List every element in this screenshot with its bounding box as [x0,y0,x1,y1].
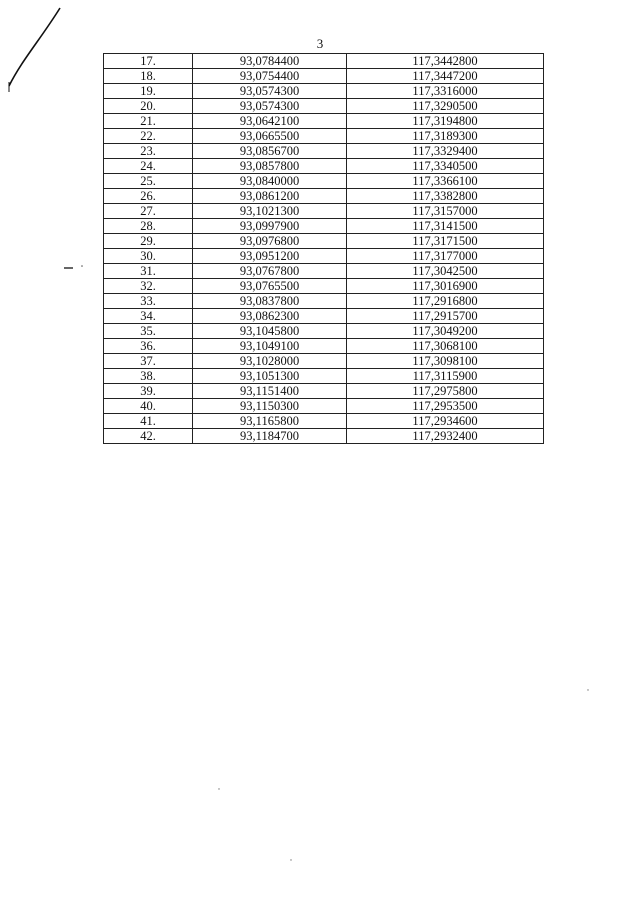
point-number-cell: 24. [104,159,193,174]
table-row [104,309,544,324]
table-row [104,264,544,279]
latitude-cell: 93,1051300 [193,369,347,384]
latitude-cell: 93,0951200 [193,249,347,264]
point-number-cell: 41. [104,414,193,429]
point-number-cell: 34. [104,309,193,324]
latitude-cell: 93,0840000 [193,174,347,189]
point-number-cell: 17. [104,54,193,69]
latitude-cell: 93,1049100 [193,339,347,354]
latitude-cell: 93,0861200 [193,189,347,204]
point-number-cell: 25. [104,174,193,189]
table-row [104,279,544,294]
latitude-cell: 93,1184700 [193,429,347,444]
table-row [104,114,544,129]
table-row [104,69,544,84]
point-number-cell: 18. [104,69,193,84]
table-row [104,204,544,219]
longitude-cell: 117,3290500 [347,99,544,114]
longitude-cell: 117,3340500 [347,159,544,174]
latitude-cell: 93,1021300 [193,204,347,219]
latitude-cell: 93,0837800 [193,294,347,309]
latitude-cell: 93,0997900 [193,219,347,234]
latitude-cell: 93,0767800 [193,264,347,279]
longitude-cell: 117,3171500 [347,234,544,249]
latitude-cell: 93,1045800 [193,324,347,339]
longitude-cell: 117,3382800 [347,189,544,204]
table-row [104,219,544,234]
table-row [104,99,544,114]
longitude-cell: 117,3141500 [347,219,544,234]
longitude-cell: 117,3098100 [347,354,544,369]
longitude-cell: 117,2953500 [347,399,544,414]
longitude-cell: 117,3194800 [347,114,544,129]
longitude-cell: 117,3316000 [347,84,544,99]
table-row [104,429,544,444]
scan-dot-mark [587,689,588,690]
latitude-cell: 93,0754400 [193,69,347,84]
table-row [104,84,544,99]
point-number-cell: 38. [104,369,193,384]
point-number-cell: 32. [104,279,193,294]
table-row [104,234,544,249]
page-number: 3 [316,36,324,51]
latitude-cell: 93,0862300 [193,309,347,324]
latitude-cell: 93,0765500 [193,279,347,294]
scan-dot-mark [290,859,291,860]
longitude-cell: 117,3329400 [347,144,544,159]
point-number-cell: 37. [104,354,193,369]
longitude-cell: 117,3157000 [347,204,544,219]
table-row [104,369,544,384]
point-number-cell: 26. [104,189,193,204]
table-row [104,54,544,69]
point-number-cell: 22. [104,129,193,144]
point-number-cell: 21. [104,114,193,129]
point-number-cell: 30. [104,249,193,264]
latitude-cell: 93,1028000 [193,354,347,369]
table-row [104,354,544,369]
table-row [104,249,544,264]
longitude-cell: 117,3177000 [347,249,544,264]
table-row [104,129,544,144]
longitude-cell: 117,2916800 [347,294,544,309]
point-number-cell: 40. [104,399,193,414]
latitude-cell: 93,0976800 [193,234,347,249]
latitude-cell: 93,1165800 [193,414,347,429]
point-number-cell: 42. [104,429,193,444]
longitude-cell: 117,3442800 [347,54,544,69]
longitude-cell: 117,2932400 [347,429,544,444]
longitude-cell: 117,3016900 [347,279,544,294]
point-number-cell: 31. [104,264,193,279]
latitude-cell: 93,0642100 [193,114,347,129]
table-row [104,384,544,399]
point-number-cell: 23. [104,144,193,159]
point-number-cell: 27. [104,204,193,219]
latitude-cell: 93,0857800 [193,159,347,174]
table-row [104,159,544,174]
table-row [104,339,544,354]
longitude-cell: 117,3115900 [347,369,544,384]
table-row [104,189,544,204]
table-row [104,144,544,159]
table-row [104,294,544,309]
latitude-cell: 93,1150300 [193,399,347,414]
longitude-cell: 117,3366100 [347,174,544,189]
latitude-cell: 93,0665500 [193,129,347,144]
latitude-cell: 93,0856700 [193,144,347,159]
table-row [104,174,544,189]
point-number-cell: 20. [104,99,193,114]
longitude-cell: 117,2934600 [347,414,544,429]
point-number-cell: 33. [104,294,193,309]
latitude-cell: 93,0784400 [193,54,347,69]
point-number-cell: 19. [104,84,193,99]
point-number-cell: 28. [104,219,193,234]
longitude-cell: 117,2975800 [347,384,544,399]
longitude-cell: 117,3447200 [347,69,544,84]
point-number-cell: 35. [104,324,193,339]
latitude-cell: 93,1151400 [193,384,347,399]
table-row [104,399,544,414]
coordinates-table-body [104,54,544,444]
longitude-cell: 117,3042500 [347,264,544,279]
scan-dot-mark [218,788,219,789]
longitude-cell: 117,3189300 [347,129,544,144]
longitude-cell: 117,3049200 [347,324,544,339]
longitude-cell: 117,3068100 [347,339,544,354]
point-number-cell: 39. [104,384,193,399]
point-number-cell: 29. [104,234,193,249]
scan-dot-mark [81,265,83,267]
point-number-cell: 36. [104,339,193,354]
latitude-cell: 93,0574300 [193,84,347,99]
longitude-cell: 117,2915700 [347,309,544,324]
coordinates-table [103,53,544,444]
latitude-cell: 93,0574300 [193,99,347,114]
table-row [104,324,544,339]
table-row [104,414,544,429]
